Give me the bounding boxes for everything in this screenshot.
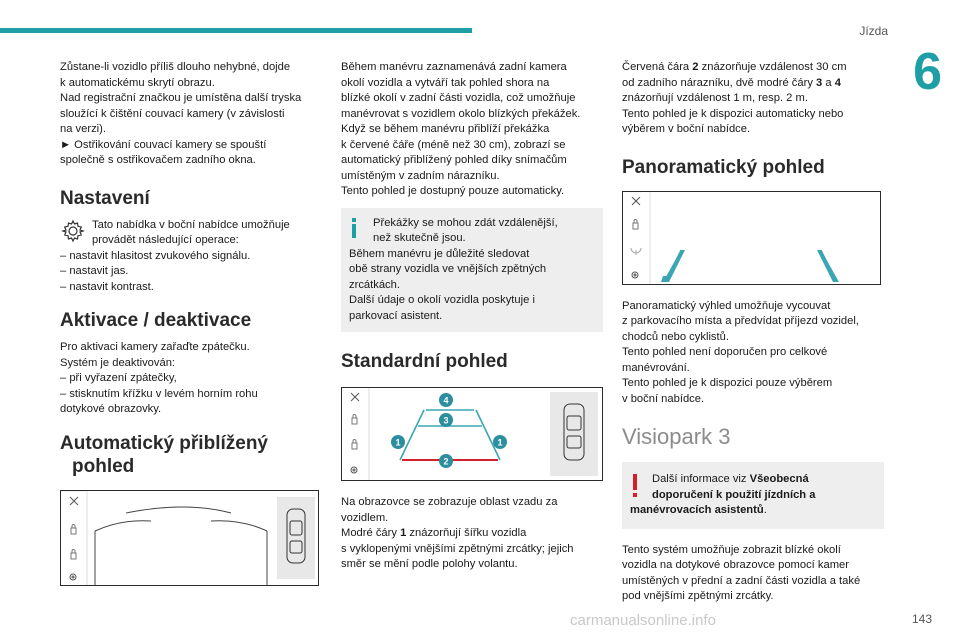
settings-list-item: – nastavit hlasitost zvukového signálu. [60,249,251,262]
lock-icon [352,415,357,425]
settings-list-item: – nastavit kontrast. [60,280,154,293]
intro-line: blízké okolí v zadní části vozidla, což umožňuje [341,92,576,104]
running-head: Jízda [859,24,888,38]
info-line: Další údaje o okolí vozidla poskytuje i [349,294,535,306]
activation-line: dotykové obrazovky. [60,403,162,415]
panoramic-illustration [623,192,880,284]
visiopark-line: Tento systém umožňuje zobrazit blízké okolí [622,543,841,556]
marker-1-left-label: 1 [395,437,401,448]
marker-4-label: 4 [443,395,449,406]
lock-icon [352,440,357,450]
intro-line: ► Ostřikování couvací kamery se spouští [60,138,267,151]
intro-line: Nad registrační značkou je umístěna další tryska [60,92,302,104]
bold-number: 4 [834,76,841,89]
close-icon [632,197,640,205]
settings-icon [632,272,638,278]
panoramic-screen [622,191,881,285]
lock-icon [633,219,638,229]
activation-line: – stisknutím křížku v levém horním rohu [60,387,258,400]
settings-line: Tato nabídka v boční nabídce umožňuje [92,218,290,231]
text-span: od zadního nárazníku, dvě modré čáry [622,76,817,89]
red-line-text: výběrem v boční nabídce. [622,123,751,135]
intro-line: okolí vozidla a vytváří tak pohled shora na [341,76,550,89]
standard-view-screen [341,387,603,481]
panoramic-line: z parkovacího místa a předvídat příjezd vozidel, [622,315,859,327]
warning-icon [630,474,640,498]
standard-text-line: směr se mění podle polohy volantu. [341,558,518,570]
intro-line: Když se během manévru přiblíží překážka [341,123,550,135]
settings-heading: Nastavení [60,187,150,209]
visiopark-heading: Visiopark 3 [622,424,731,449]
marker-3 [439,413,453,427]
text-span: Modré čáry [341,527,401,539]
car-panel [550,392,598,476]
info-box [341,208,603,333]
activation-line: Pro aktivaci kamery zařaďte zpátečku. [60,341,250,353]
panoramic-line: Tento pohled je k dispozici pouze výběrem [622,377,833,389]
lock-icon [71,524,76,534]
auto-zoom-illustration [61,491,318,585]
settings-description [92,218,290,249]
text-span: znázorňuje vzdálenost 30 cm [698,61,847,73]
intro-line: společně s ostřikovačem zadního okna. [60,154,256,166]
close-icon [70,497,78,505]
red-line-text: Tento pohled je k dispozici automaticky nebo [622,107,844,120]
marker-1-right-label: 1 [497,437,503,448]
marker-1-right [493,435,507,449]
red-line-text [622,60,884,76]
standard-view-illustration [342,388,602,480]
close-icon [351,393,359,401]
info-line: než skutečně jsou. [373,232,466,244]
standard-text-line [341,526,603,542]
warning-box [622,462,884,529]
auto-zoom-heading [60,432,322,478]
auto-zoom-heading-line-2: pohled [72,455,135,477]
info-icon [349,218,359,238]
text-span: Červená čára [622,61,693,73]
bold-number: 2 [692,61,699,73]
top-accent-bar [0,28,472,33]
settings-list-item: – nastavit jas. [60,265,129,277]
panoramic-line: chodců nebo cyklistů. [622,330,729,343]
intro-line: automatický přiblížený pohled díky snímačům [341,154,567,166]
panoramic-line: v boční nabídce. [622,392,705,405]
panoramic-line: Tento pohled není doporučen pro celkové [622,346,828,358]
bold-number: 1 [400,527,407,539]
page-number: 143 [911,612,932,626]
text-span: a [822,76,835,89]
settings-icon [70,574,76,580]
text-span: znázorňují šířku vozidla [406,527,527,539]
warning-line [630,488,876,504]
visiopark-line: vozidla na dotykové obrazovce pomocí kamer [622,559,849,571]
parking-sensor-icon [631,248,641,255]
activation-line: – při vyřazení zpátečky, [60,372,177,384]
marker-4 [439,393,453,407]
auto-zoom-heading-line-1: Automatický přiblížený [60,432,268,454]
standard-text-line: Na obrazovce se zobrazuje oblast vzadu za [341,496,558,508]
column-3 [622,60,884,605]
intro-line: k červené čáře (méně než 30 cm), zobrazí se [341,138,566,151]
visiopark-line: pod vnějšími zpětnými zrcátky. [622,590,774,602]
standard-text-line: s vyklopenými vnějšími zpětnými zrcátky; jejich [341,542,574,555]
column-1 [60,60,322,586]
chapter-number: 6 [913,43,942,101]
gear-icon [60,218,86,244]
intro-line: manévrovat s vozidlem okolo blízkých překážek. [341,107,581,120]
text-span: Další informace viz [652,473,750,485]
visiopark-line: umístěných v přední a zadní části vozidla a také [622,574,861,587]
panoramic-heading: Panoramatický pohled [622,156,825,178]
watermark: carmanualsonline.info [570,612,716,629]
intro-line: Tento pohled je dostupný pouze automaticky. [341,185,565,197]
info-line: obě strany vozidla ve vnějších zpětných [349,263,547,275]
panoramic-line: manévrování. [622,361,690,374]
intro-line: Během manévru zaznamenává zadní kamera [341,61,567,73]
intro-line: k automatickému skrytí obrazu. [60,76,215,89]
intro-line: Zůstane-li vozidlo příliš dlouho nehybné, dojde [60,61,291,73]
marker-1-left [391,435,405,449]
settings-icon [351,467,357,473]
auto-zoom-screen [60,490,319,586]
marker-3-label: 3 [443,415,449,426]
warning-line [630,503,876,519]
info-line: parkovací asistent. [349,309,443,322]
lock-icon [71,549,76,559]
info-line: Překážky se mohou zdát vzdálenější, [373,216,558,229]
text-span: . [763,504,767,516]
bold-text: doporučení k použití jízdních a [652,488,816,501]
intro-line: na verzi). [60,123,107,135]
info-line: zrcátkách. [349,278,400,291]
red-line-text: znázorňují vzdálenost 1 m, resp. 2 m. [622,92,808,104]
settings-line: provádět následující operace: [92,234,239,246]
info-line: Během manévru je důležité sledovat [349,247,530,260]
warning-line [630,472,876,488]
intro-line: sloužící k čištění couvací kamery (v závislosti [60,107,285,120]
marker-2 [439,454,453,468]
panoramic-line: Panoramatický výhled umožňuje vycouvat [622,299,831,312]
zoomed-bumper-outline [95,507,267,585]
settings-row [60,218,322,249]
activation-line: Systém je deaktivován: [60,356,176,369]
activation-heading: Aktivace / deaktivace [60,310,252,331]
bold-text: Všeobecná [749,473,809,485]
column-2 [341,60,603,573]
marker-2-label: 2 [443,456,449,467]
standard-text-line: vozidlem. [341,511,389,524]
red-line-text [622,76,884,92]
bold-text: manévrovacích asistentů [630,504,764,516]
panoramic-guide-lines [661,250,839,282]
bold-number: 3 [816,76,823,89]
standard-view-heading: Standardní pohled [341,351,508,372]
intro-line: umístěným v zadním nárazníku. [341,169,500,182]
